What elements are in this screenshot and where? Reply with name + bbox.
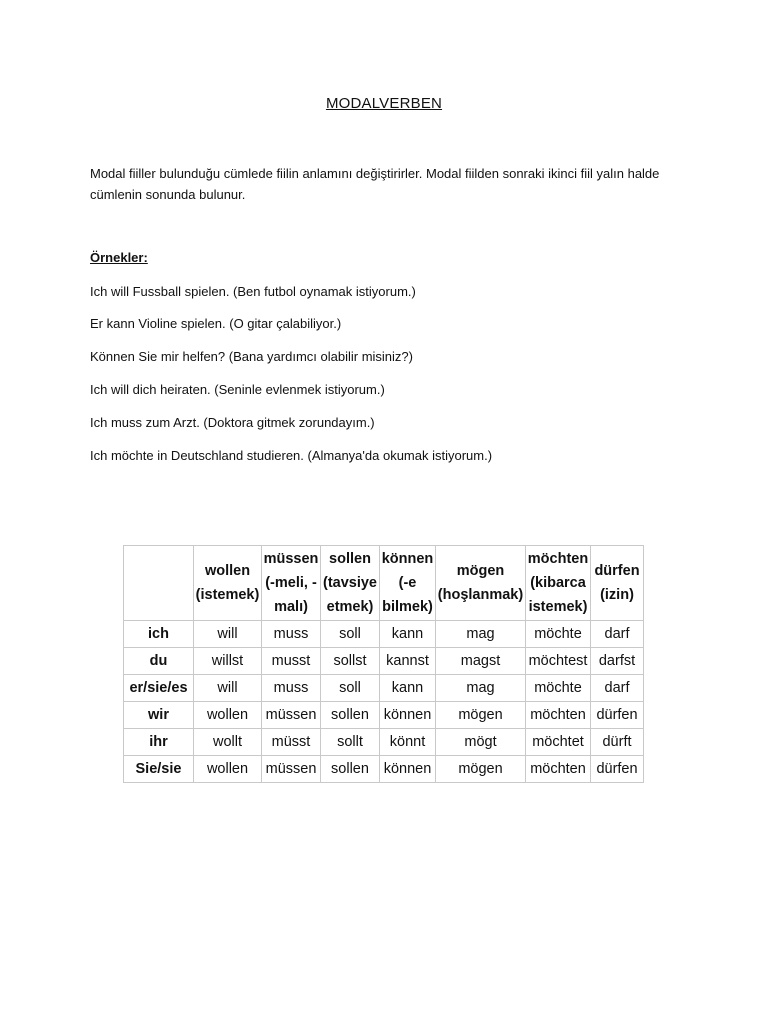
table-cell: kann xyxy=(380,621,436,648)
table-cell: mag xyxy=(436,675,526,702)
table-cell: möchte xyxy=(526,621,591,648)
table-row xyxy=(124,729,644,756)
table-cell: können xyxy=(380,702,436,729)
header-cell-moegen xyxy=(436,546,526,621)
header-verb: dürfen xyxy=(594,563,640,579)
table-cell: müssen xyxy=(262,702,321,729)
table-cell: sollen xyxy=(321,756,380,783)
header-meaning: istemek) xyxy=(528,599,588,615)
examples-heading: Örnekler: xyxy=(90,250,148,265)
table-cell: muss xyxy=(262,675,321,702)
table-cell: kannst xyxy=(380,648,436,675)
pronoun-cell: du xyxy=(124,648,194,675)
header-cell-empty xyxy=(124,546,194,621)
table-cell: mögen xyxy=(436,756,526,783)
table-cell: möchtest xyxy=(526,648,591,675)
table-cell: dürfen xyxy=(591,756,644,783)
table-row xyxy=(124,756,644,783)
header-meaning: malı) xyxy=(274,599,308,615)
example-sentence: Können Sie mir helfen? (Bana yardımcı olabilir misiniz?) xyxy=(90,349,413,364)
table-cell: wollen xyxy=(194,702,262,729)
table-cell: darf xyxy=(591,675,644,702)
table-cell: können xyxy=(380,756,436,783)
table-header-row xyxy=(124,546,644,621)
header-meaning: (izin) xyxy=(600,587,634,603)
table-cell: sollen xyxy=(321,702,380,729)
pronoun-cell: ich xyxy=(124,621,194,648)
table-cell: soll xyxy=(321,621,380,648)
table-cell: möchtet xyxy=(526,729,591,756)
table-cell: will xyxy=(194,621,262,648)
table-cell: müsst xyxy=(262,729,321,756)
table-cell: kann xyxy=(380,675,436,702)
page-title: MODALVERBEN xyxy=(325,95,443,112)
header-cell-moechten xyxy=(526,546,591,621)
table-cell: sollst xyxy=(321,648,380,675)
example-sentence: Er kann Violine spielen. (O gitar çalabiliyor.) xyxy=(90,316,342,331)
table-cell: müssen xyxy=(262,756,321,783)
table-cell: mögt xyxy=(436,729,526,756)
example-sentence: Ich will Fussball spielen. (Ben futbol oynamak istiyorum.) xyxy=(90,284,416,299)
table-cell: mögen xyxy=(436,702,526,729)
table-cell: darfst xyxy=(591,648,644,675)
header-verb: wollen xyxy=(204,563,251,579)
table-row xyxy=(124,621,644,648)
table-cell: will xyxy=(194,675,262,702)
header-verb: müssen xyxy=(263,551,319,567)
table-cell: wollt xyxy=(194,729,262,756)
pronoun-cell: wir xyxy=(124,702,194,729)
table-cell: möchten xyxy=(526,756,591,783)
example-sentence: Ich will dich heiraten. (Seninle evlenmek istiyorum.) xyxy=(90,382,385,397)
table-cell: musst xyxy=(262,648,321,675)
table-cell: magst xyxy=(436,648,526,675)
example-sentence: Ich muss zum Arzt. (Doktora gitmek zorundayım.) xyxy=(90,415,375,430)
header-meaning: (hoşlanmak) xyxy=(437,587,524,603)
header-meaning: (tavsiye xyxy=(322,575,377,591)
header-verb: sollen xyxy=(329,551,371,567)
header-cell-sollen xyxy=(321,546,380,621)
pronoun-cell: er/sie/es xyxy=(124,675,194,702)
header-meaning: (-e xyxy=(398,575,417,591)
header-cell-duerfen xyxy=(591,546,644,621)
table-cell: soll xyxy=(321,675,380,702)
table-cell: darf xyxy=(591,621,644,648)
table-row xyxy=(124,702,644,729)
header-meaning: (kibarca xyxy=(530,575,586,591)
pronoun-cell: ihr xyxy=(124,729,194,756)
table-cell: sollt xyxy=(321,729,380,756)
header-cell-muessen xyxy=(262,546,321,621)
table-cell: mag xyxy=(436,621,526,648)
header-verb: können xyxy=(381,551,434,567)
example-sentence: Ich möchte in Deutschland studieren. (Almanya'da okumak istiyorum.) xyxy=(90,448,493,463)
header-meaning: (istemek) xyxy=(195,587,260,603)
header-cell-wollen xyxy=(194,546,262,621)
table-cell: willst xyxy=(194,648,262,675)
header-verb: mögen xyxy=(456,563,505,579)
table-cell: könnt xyxy=(380,729,436,756)
table-cell: dürfen xyxy=(591,702,644,729)
table-cell: dürft xyxy=(591,729,644,756)
modal-verb-conjugation-table xyxy=(123,545,644,783)
table-cell: möchte xyxy=(526,675,591,702)
table-cell: möchten xyxy=(526,702,591,729)
table-row xyxy=(124,648,644,675)
intro-paragraph: Modal fiiller bulunduğu cümlede fiilin anlamını değiştirirler. Modal fiilden sonraki ikinci fiil yalın halde cümlenin sonunda bulunur. xyxy=(90,166,660,202)
table-cell: muss xyxy=(262,621,321,648)
table-row xyxy=(124,675,644,702)
pronoun-cell: Sie/sie xyxy=(124,756,194,783)
header-verb: möchten xyxy=(527,551,589,567)
table-cell: wollen xyxy=(194,756,262,783)
header-meaning: etmek) xyxy=(326,599,374,615)
header-cell-koennen xyxy=(380,546,436,621)
header-meaning: bilmek) xyxy=(382,599,433,615)
header-meaning: (-meli, - xyxy=(265,575,317,591)
